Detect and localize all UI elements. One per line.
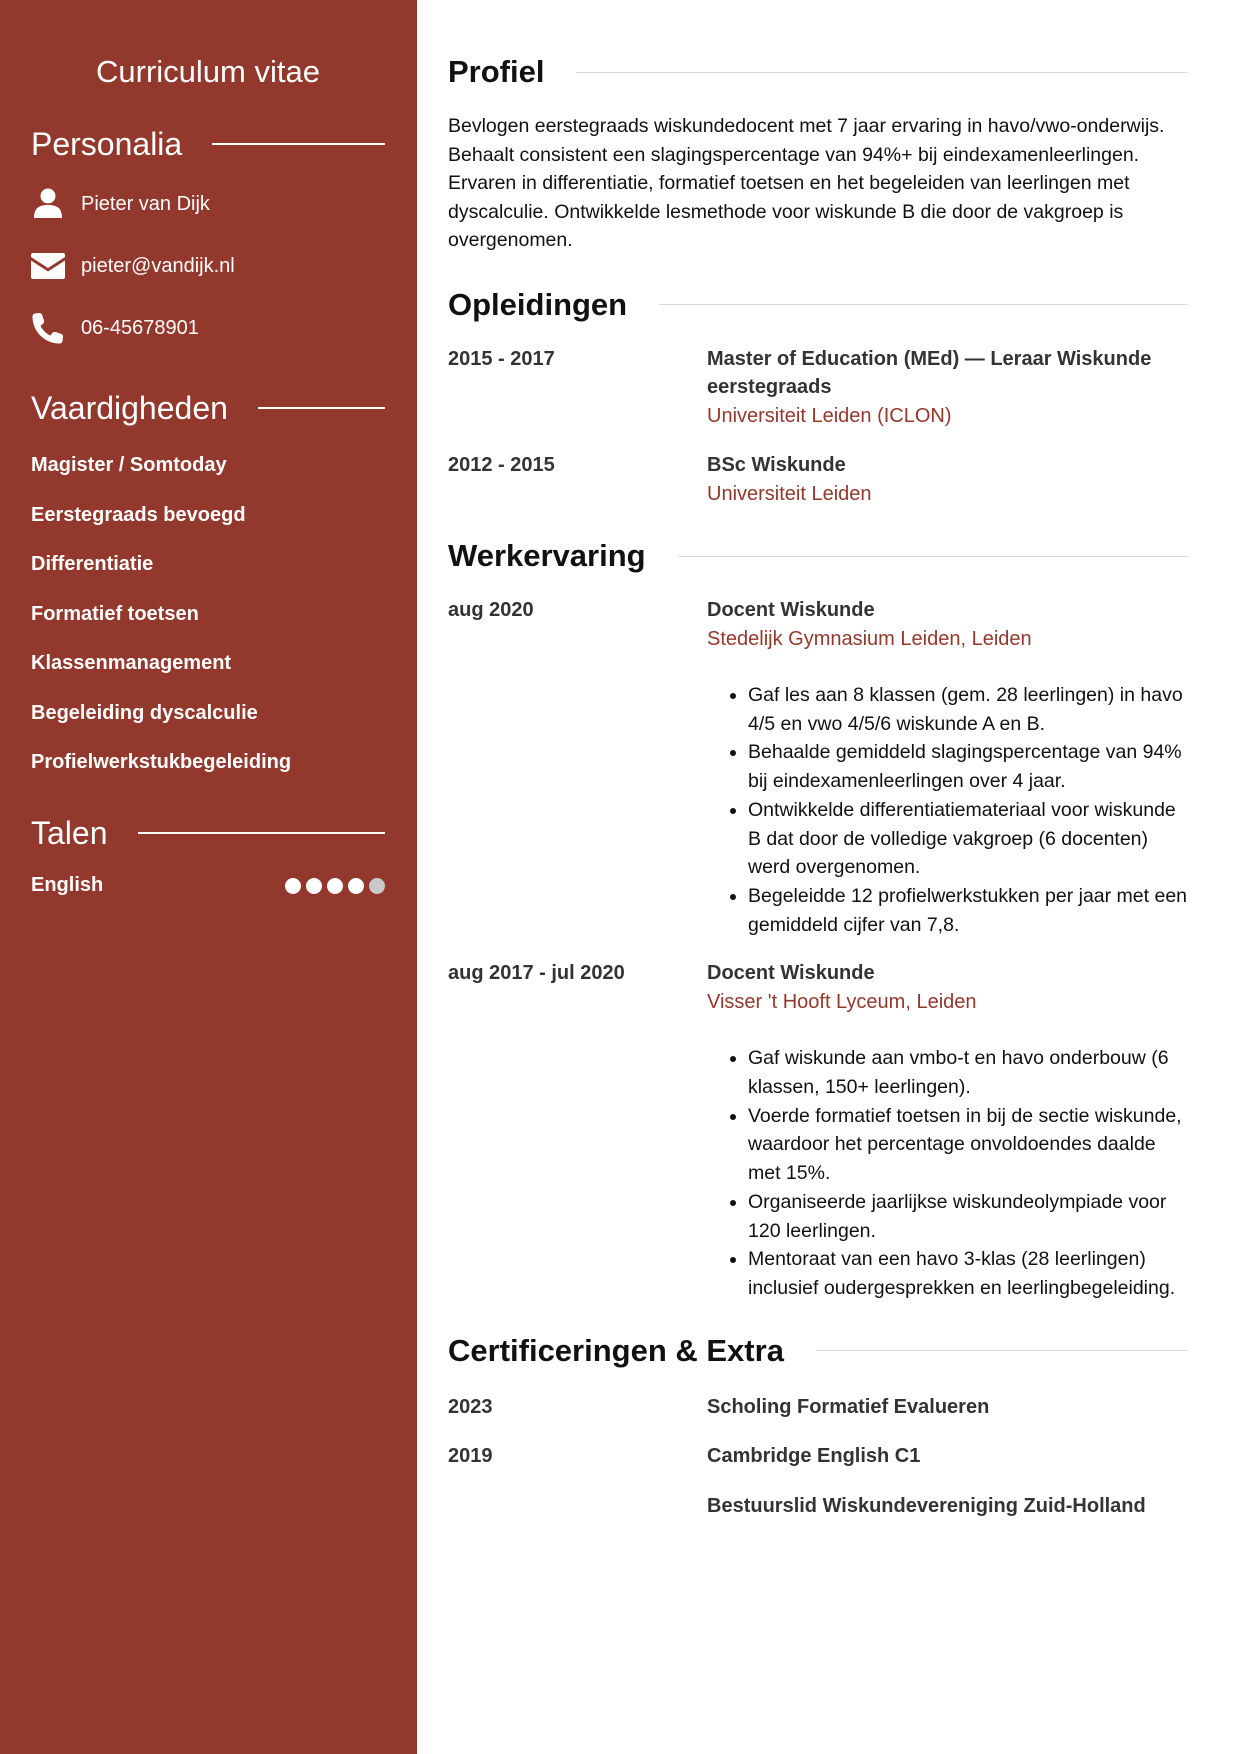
education-date: 2015 - 2017 bbox=[448, 347, 555, 370]
certification-date bbox=[448, 1492, 707, 1521]
work-bullet: • Mentoraat van een havo 3-klas (28 leerlingen) inclusief oudergesprekken en leerlingbegeleiding. bbox=[748, 1245, 1188, 1302]
language-name: English bbox=[31, 874, 104, 896]
contact-phone bbox=[31, 297, 385, 359]
level-dot-filled bbox=[348, 878, 364, 894]
heading-divider bbox=[816, 1350, 1188, 1351]
work-date: aug 2020 bbox=[448, 599, 534, 621]
level-dot-filled bbox=[285, 878, 301, 894]
heading-divider bbox=[576, 72, 1188, 73]
work-title: Docent Wiskunde bbox=[707, 599, 875, 621]
education-item bbox=[448, 451, 1188, 508]
heading-divider bbox=[678, 556, 1188, 557]
work-bullets bbox=[707, 681, 1188, 939]
work-employer: Stedelijk Gymnasium Leiden, Leiden bbox=[707, 627, 1032, 650]
work-employer: Visser 't Hooft Lyceum, Leiden bbox=[707, 990, 977, 1013]
skills-list bbox=[31, 441, 385, 788]
contact-list bbox=[31, 173, 385, 359]
work-bullet: • Behaalde gemiddeld slagingspercentage van 94% bij eindexamenleerlingen over 4 jaar. bbox=[748, 738, 1188, 795]
certifications-heading bbox=[448, 1331, 1188, 1371]
main-content bbox=[448, 0, 1188, 1520]
work-item bbox=[448, 959, 1188, 1302]
education-heading bbox=[448, 285, 1188, 325]
language-row bbox=[31, 866, 385, 906]
level-dot-empty bbox=[369, 878, 385, 894]
work-heading-text: Werkervaring bbox=[448, 538, 646, 573]
education-date: 2012 - 2015 bbox=[448, 454, 555, 476]
work-item bbox=[448, 596, 1188, 939]
work-date: aug 2017 - jul 2020 bbox=[448, 962, 625, 985]
education-title: Master of Education (MEd) — Leraar Wiskunde eerstegraads bbox=[707, 347, 1152, 398]
skills-heading bbox=[31, 389, 385, 427]
work-bullets bbox=[707, 1044, 1188, 1302]
phone-icon bbox=[31, 311, 65, 345]
personalia-heading-text: Personalia bbox=[31, 126, 183, 162]
education-item bbox=[448, 345, 1188, 431]
certification-date: 2019 bbox=[448, 1445, 493, 1468]
certification-item bbox=[448, 1393, 1188, 1422]
work-heading bbox=[448, 536, 1188, 576]
certification-item bbox=[448, 1492, 1188, 1521]
contact-email bbox=[31, 235, 385, 297]
education-institution: Universiteit Leiden bbox=[707, 482, 872, 505]
envelope-icon bbox=[31, 249, 65, 283]
work-title: Docent Wiskunde bbox=[707, 962, 875, 985]
education-institution: Universiteit Leiden (ICLON) bbox=[707, 404, 952, 427]
level-dot-filled bbox=[327, 878, 343, 894]
education-title: BSc Wiskunde bbox=[707, 454, 846, 476]
certification-title: Cambridge English C1 bbox=[707, 1445, 921, 1468]
user-icon bbox=[31, 187, 65, 221]
work-bullet: • Gaf wiskunde aan vmbo-t en havo onderbouw (6 klassen, 150+ leerlingen). bbox=[748, 1044, 1188, 1101]
work-bullet: • Begeleidde 12 profielwerkstukken per jaar met een gemiddeld cijfer van 7,8. bbox=[748, 882, 1188, 939]
profile-text: Bevlogen eerstegraads wiskundedocent met 7 jaar ervaring in havo/vwo-onderwijs. Behaalt consistent een slagingspercentage van 94%+ bij eindexamenleerlingen. Ervaren in differentiatie, formatief toetsen en het begeleiden van leerlingen met dyscalculie. Ontwikkelde lesmethode voor wiskunde B die door de vakgroep is overgenomen. bbox=[448, 115, 1165, 251]
contact-name-text: Pieter van Dijk bbox=[81, 192, 210, 215]
heading-divider bbox=[212, 143, 385, 145]
work-bullet: • Voerde formatief toetsen in bij de sectie wiskunde, waardoor het percentage onvoldoendes daalde met 15%. bbox=[748, 1102, 1188, 1188]
skill-item: Eerstegraads bevoegd bbox=[31, 503, 246, 526]
skill-item: Magister / Somtoday bbox=[31, 454, 227, 476]
profile-heading-text: Profiel bbox=[448, 54, 545, 89]
heading-divider bbox=[138, 832, 386, 834]
sidebar bbox=[0, 0, 417, 1754]
personalia-heading bbox=[31, 125, 385, 163]
skill-item: Differentiatie bbox=[31, 553, 154, 575]
heading-divider bbox=[659, 304, 1188, 305]
contact-phone-text[interactable]: 06-45678901 bbox=[81, 316, 199, 339]
skill-item: Klassenmanagement bbox=[31, 652, 232, 674]
skill-item: Profielwerkstukbegeleiding bbox=[31, 751, 292, 773]
languages-heading-text: Talen bbox=[31, 814, 108, 851]
languages-heading bbox=[31, 814, 385, 852]
skill-item: Begeleiding dyscalculie bbox=[31, 701, 258, 724]
certification-date: 2023 bbox=[448, 1395, 493, 1418]
profile-heading bbox=[448, 52, 1188, 92]
education-heading-text: Opleidingen bbox=[448, 286, 628, 322]
certification-title: Bestuurslid Wiskundevereniging Zuid-Holland bbox=[707, 1494, 1146, 1517]
contact-email-text[interactable]: pieter@vandijk.nl bbox=[81, 254, 235, 277]
work-bullet: • Gaf les aan 8 klassen (gem. 28 leerlingen) in havo 4/5 en vwo 4/5/6 wiskunde A en B. bbox=[748, 681, 1188, 738]
level-dot-filled bbox=[306, 878, 322, 894]
contact-name bbox=[31, 173, 385, 235]
certification-item bbox=[448, 1442, 1188, 1471]
work-bullet: • Organiseerde jaarlijkse wiskundeolympiade voor 120 leerlingen. bbox=[748, 1188, 1188, 1245]
certifications-heading-text: Certificeringen & Extra bbox=[448, 1332, 784, 1368]
document-title: Curriculum vitae bbox=[96, 54, 320, 89]
skill-item: Formatief toetsen bbox=[31, 602, 199, 625]
skills-heading-text: Vaardigheden bbox=[31, 390, 228, 426]
certification-title: Scholing Formatief Evalueren bbox=[707, 1395, 990, 1418]
heading-divider bbox=[258, 407, 385, 409]
work-bullet: • Ontwikkelde differentiatiemateriaal voor wiskunde B dat door de volledige vakgroep (6 docenten) werd overgenomen. bbox=[748, 796, 1188, 882]
language-level-dots bbox=[285, 878, 385, 894]
